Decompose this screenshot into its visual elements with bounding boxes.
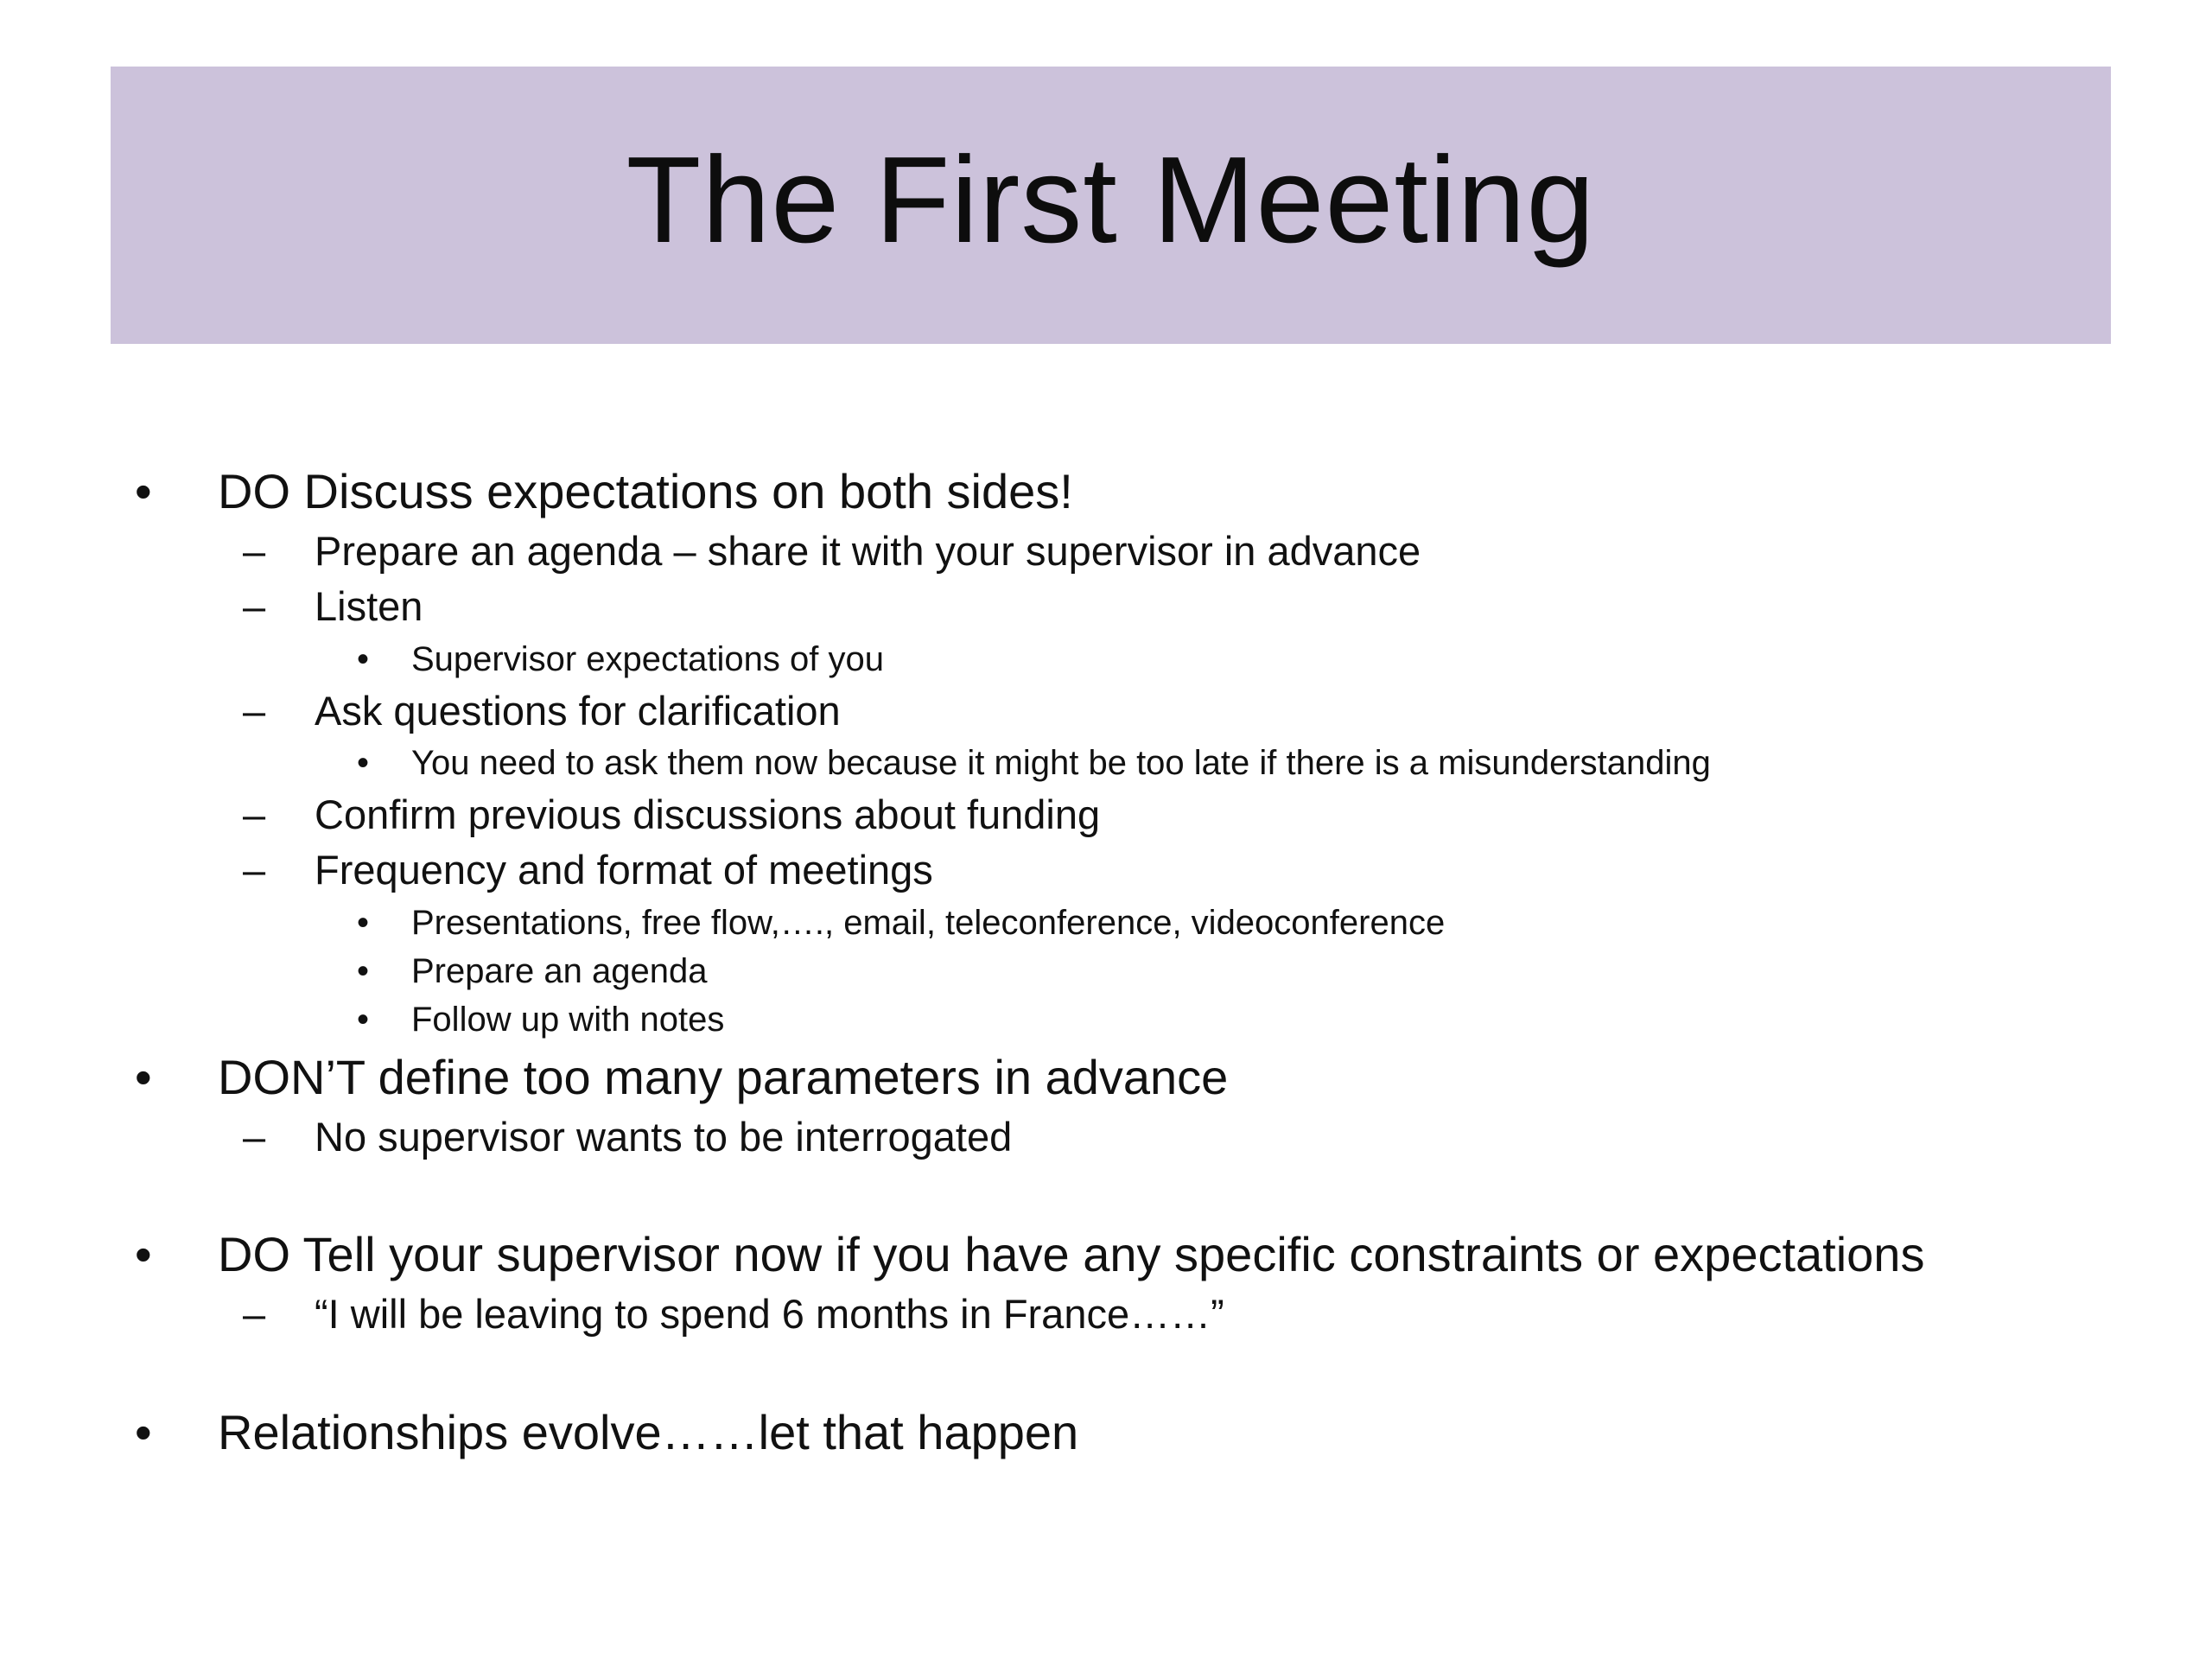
dash-marker: – <box>243 688 266 734</box>
dash-marker: – <box>243 1114 266 1160</box>
sub-item: No supervisor wants to be interrogated <box>315 1114 1013 1160</box>
bullet-marker: • <box>135 1227 152 1281</box>
bullet-item-2: DON’T define too many parameters in advance <box>218 1050 1229 1104</box>
dash-marker: – <box>243 1291 266 1337</box>
dash-marker: – <box>243 583 266 629</box>
sub-bullet-marker: • <box>357 1001 370 1039</box>
sub-item: Ask questions for clarification <box>315 688 841 734</box>
slide-title: The First Meeting <box>626 130 1596 269</box>
sub-sub-item: Follow up with notes <box>411 1001 725 1039</box>
sub-sub-item: You need to ask them now because it might be too late if there is a misunderstanding <box>411 744 1711 782</box>
sub-sub-item: Prepare an agenda <box>411 952 708 990</box>
sub-item: Confirm previous discussions about funding <box>315 791 1101 837</box>
bullet-marker: • <box>135 1050 152 1104</box>
bullet-item-1: DO Discuss expectations on both sides! <box>218 464 1073 518</box>
sub-item: Frequency and format of meetings <box>315 847 933 893</box>
bullet-item-4: Relationships evolve……let that happen <box>218 1405 1079 1459</box>
sub-item: Prepare an agenda – share it with your supervisor in advance <box>315 528 1421 574</box>
sub-bullet-marker: • <box>357 952 370 990</box>
dash-marker: – <box>243 791 266 837</box>
bullet-marker: • <box>135 1405 152 1459</box>
dash-marker: – <box>243 528 266 574</box>
sub-sub-item: Supervisor expectations of you <box>411 640 884 678</box>
sub-sub-item: Presentations, free flow,…., email, teleconference, videoconference <box>411 904 1446 942</box>
bullet-marker: • <box>135 464 152 518</box>
sub-bullet-marker: • <box>357 904 370 942</box>
dash-marker: – <box>243 847 266 893</box>
bullet-item-3: DO Tell your supervisor now if you have any specific constraints or expectations <box>218 1227 1925 1281</box>
sub-item: Listen <box>315 583 423 629</box>
sub-bullet-marker: • <box>357 744 370 782</box>
sub-bullet-marker: • <box>357 640 370 678</box>
sub-item: “I will be leaving to spend 6 months in France……” <box>315 1291 1224 1337</box>
